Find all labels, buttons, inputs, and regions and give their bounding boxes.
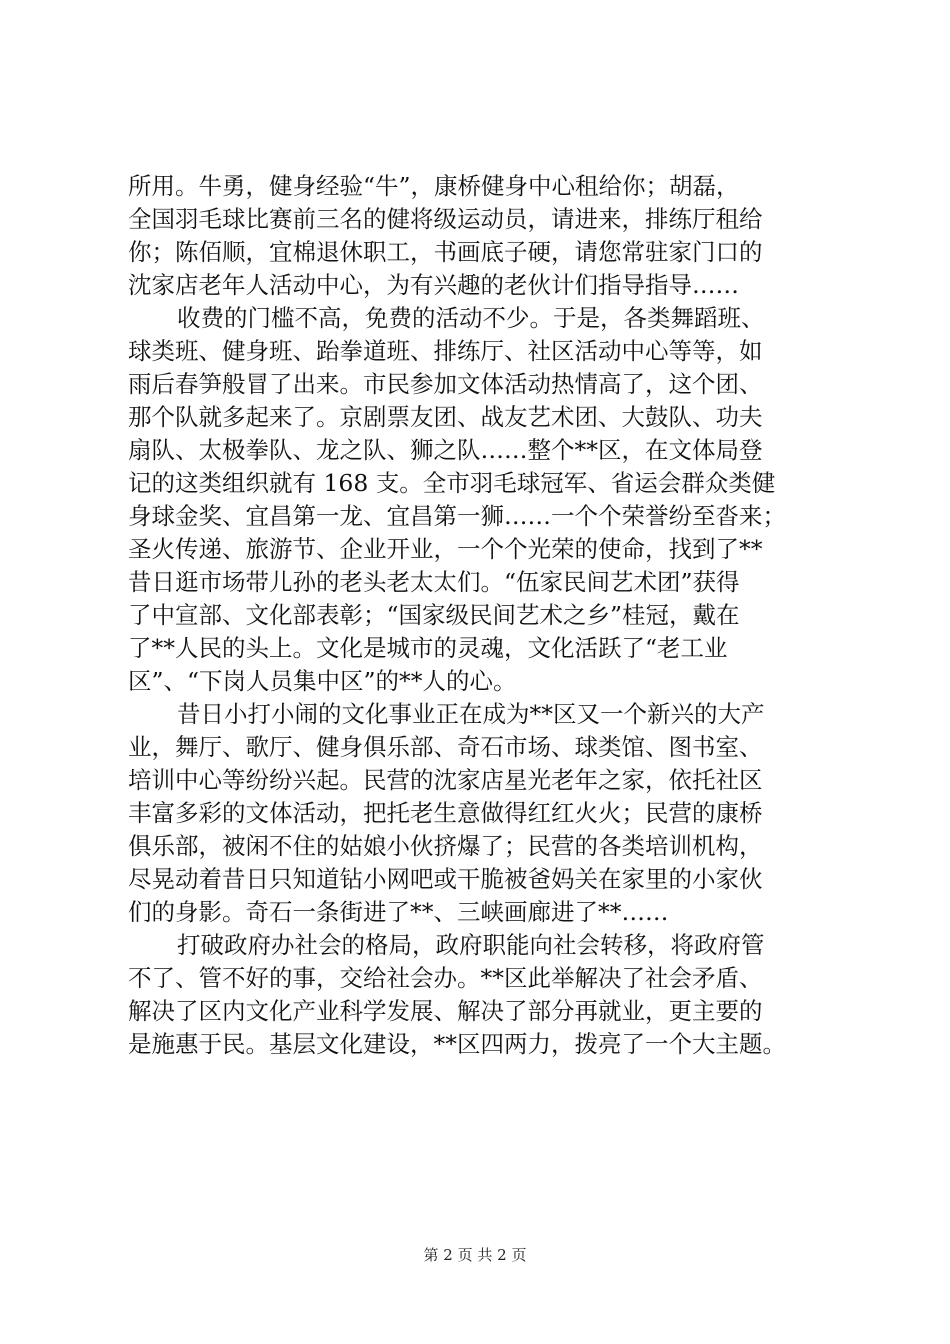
text-line: 扇队、太极拳队、龙之队、狮之队……整个**区，在文体局登	[128, 436, 763, 464]
text-line: 培训中心等纷纷兴起。民营的沈家店星光老年之家，依托社区	[128, 766, 763, 794]
text-line: 了中宣部、文化部表彰；“国家级民间艺术之乡”桂冠，戴在	[128, 601, 740, 629]
paragraph	[128, 302, 828, 698]
text-line: 记的这类组织就有 168 支。全市羽毛球冠军、省运会群众类健	[128, 469, 776, 497]
text-line: 区”、“下岗人员集中区”的**人的心。	[128, 667, 517, 695]
text-line: 了**人民的头上。文化是城市的灵魂，文化活跃了“老工业	[128, 634, 728, 662]
text-line: 丰富多彩的文体活动，把托老生意做得红红火火；民营的康桥	[128, 799, 763, 827]
text-line: 是施惠于民。基层文化建设，**区四两力，拨亮了一个大主题。	[128, 1030, 786, 1058]
text-line: 那个队就多起来了。京剧票友团、战友艺术团、大鼓队、功夫	[128, 403, 763, 431]
text-line: 业，舞厅、歌厅、健身俱乐部、奇石市场、球类馆、图书室、	[128, 733, 763, 761]
text-line: 所用。牛勇，健身经验“牛”，康桥健身中心租给你；胡磊，	[128, 172, 740, 200]
text-line: 俱乐部，被闲不住的姑娘小伙挤爆了；民营的各类培训机构，	[128, 832, 763, 860]
text-line: 你；陈佰顺，宜棉退休职工，书画底子硬，请您常驻家门口的	[128, 238, 763, 266]
text-line: 解决了区内文化产业科学发展、解决了部分再就业，更主要的	[128, 997, 763, 1025]
text-line: 沈家店老年人活动中心，为有兴趣的老伙计们指导指导……	[128, 271, 739, 299]
text-line: 球类班、健身班、跆拳道班、排练厅、社区活动中心等等，如	[128, 337, 763, 365]
text-line: 昔日小打小闹的文化事业正在成为**区又一个新兴的大产	[177, 700, 765, 728]
text-line: 打破政府办社会的格局，政府职能向社会转移，将政府管	[177, 931, 765, 959]
text-line: 收费的门槛不高，免费的活动不少。于是，各类舞蹈班、	[177, 304, 765, 332]
text-line: 们的身影。奇石一条街进了**、三峡画廊进了**……	[128, 898, 669, 926]
text-line: 圣火传递、旅游节、企业开业，一个个光荣的使命，找到了**	[128, 535, 763, 563]
paragraph	[128, 170, 828, 302]
paragraph	[128, 929, 828, 1061]
document-body	[128, 170, 828, 1061]
paragraph	[128, 698, 828, 929]
text-line: 不了、管不好的事，交给社会办。**区此举解决了社会矛盾、	[128, 964, 763, 992]
text-line: 尽晃动着昔日只知道钻小网吧或干脆被爸妈关在家里的小家伙	[128, 865, 763, 893]
text-line: 昔日逛市场带儿孙的老头老太太们。“伍家民间艺术团”获得	[128, 568, 740, 596]
text-line: 雨后春笋般冒了出来。市民参加文体活动热情高了，这个团、	[128, 370, 763, 398]
text-line: 身球金奖、宜昌第一龙、宜昌第一狮……一个个荣誉纷至沓来；	[128, 502, 786, 530]
page-footer: 第 2 页 共 2 页	[423, 1246, 527, 1264]
text-line: 全国羽毛球比赛前三名的健将级运动员，请进来，排练厅租给	[128, 205, 763, 233]
